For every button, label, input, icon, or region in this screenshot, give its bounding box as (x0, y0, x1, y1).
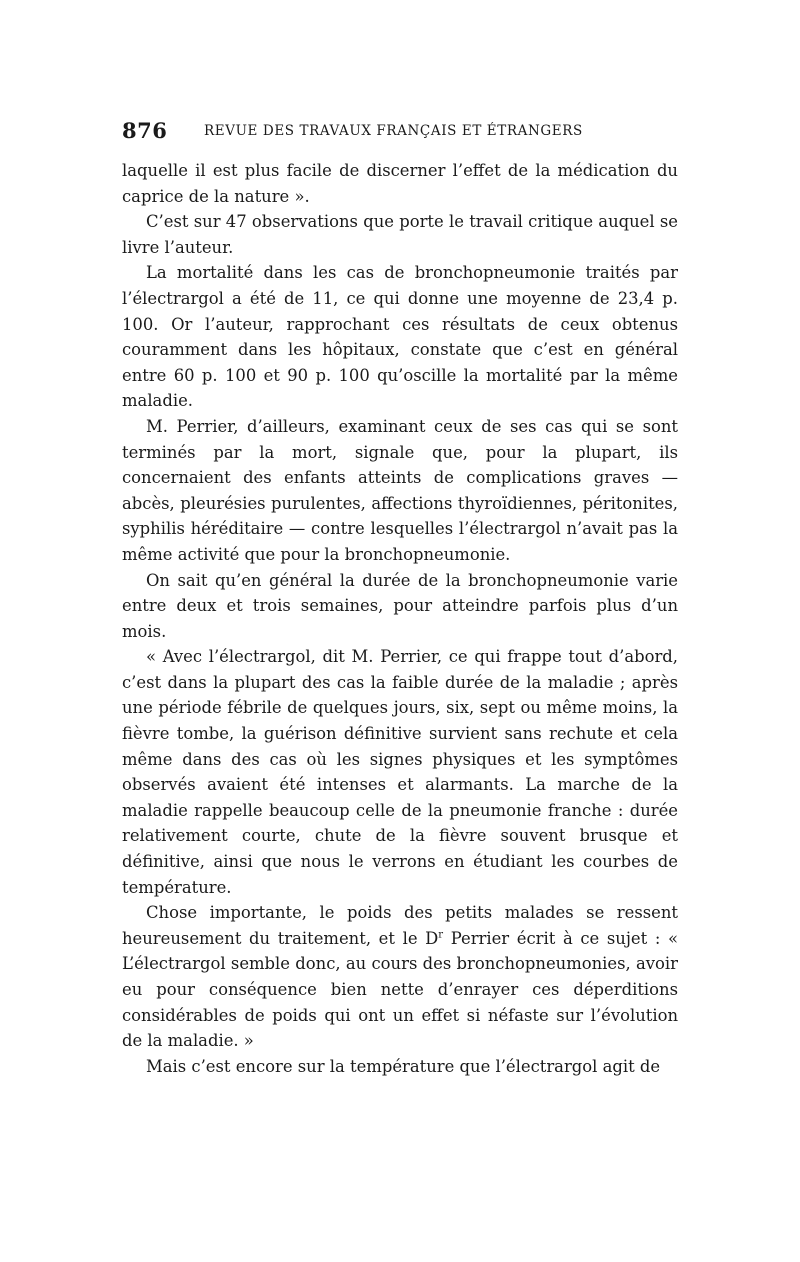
running-title: REVUE DES TRAVAUX FRANÇAIS ET ÉTRANGERS (204, 123, 583, 139)
paragraph-7-part-2: Perrier écrit à ce sujet : « L’électrargol semble donc, au cours des bronchopneumonies, avoir eu pour conséquence bien nette d’enrayer ces déperditions considérables de poids qui ont un effet si néfaste sur l’évolution de la maladie. » (122, 928, 679, 1051)
paragraph-8: Mais c’est encore sur la température que l’électrargol agit de (146, 1056, 661, 1076)
paragraph-7-part-1: Chose importante, le poids des petits malades se ressent heureusement du traitement, et le D (122, 903, 678, 948)
paragraph-1: laquelle il est plus facile de discerner l’effet de la médication du caprice de la nature ». (122, 161, 678, 206)
paragraph-3: La mortalité dans les cas de bronchopneumonie traités par l’électrargol a été de 11, ce qui donne une moyenne de 23,4 p. 100. Or l’auteur, rapprochant ces résultats de ceux obtenus couramment dans les hôpitaux, constate que c’est en général entre 60 p. 100 et 90 p. 100 qu’oscille la mortalité par la même maladie. (122, 263, 678, 411)
doctor-abbrev-superscript: r (438, 929, 444, 941)
paragraph-7 (122, 900, 678, 1054)
running-head (122, 118, 678, 148)
paragraph-4: M. Perrier, d’ailleurs, examinant ceux de ses cas qui se sont terminés par la mort, signale que, pour la plupart, ils concernaient des enfants atteints de complications graves — abcès, pleurésies purulentes, affections thyroïdiennes, péritonites, syphilis héréditaire — contre lesquelles l’électrargol n’avait pas la même activité que pour la bronchopneumonie. (122, 416, 678, 564)
paragraph-2: C’est sur 47 observations que porte le travail critique auquel se livre l’auteur. (122, 212, 678, 257)
page (122, 118, 678, 1079)
paragraph-5: On sait qu’en général la durée de la bronchopneumonie varie entre deux et trois semaines, pour atteindre parfois plus d’un mois. (122, 570, 678, 641)
page-number: 876 (122, 118, 168, 143)
paragraph-6: « Avec l’électrargol, dit M. Perrier, ce qui frappe tout d’abord, c’est dans la plupart des cas la faible durée de la maladie ; après une période fébrile de quelques jours, six, sept ou même moins, la fièvre tombe, la guérison définitive survient sans rechute et cela même dans des cas où les signes physiques et les symptômes observés avaient été intenses et alarmants. La marche de la maladie rappelle beaucoup celle de la pneumonie franche : durée relativement courte, chute de la fièvre souvent brusque et définitive, ainsi que nous le verrons en étudiant les courbes de température. (122, 647, 678, 897)
